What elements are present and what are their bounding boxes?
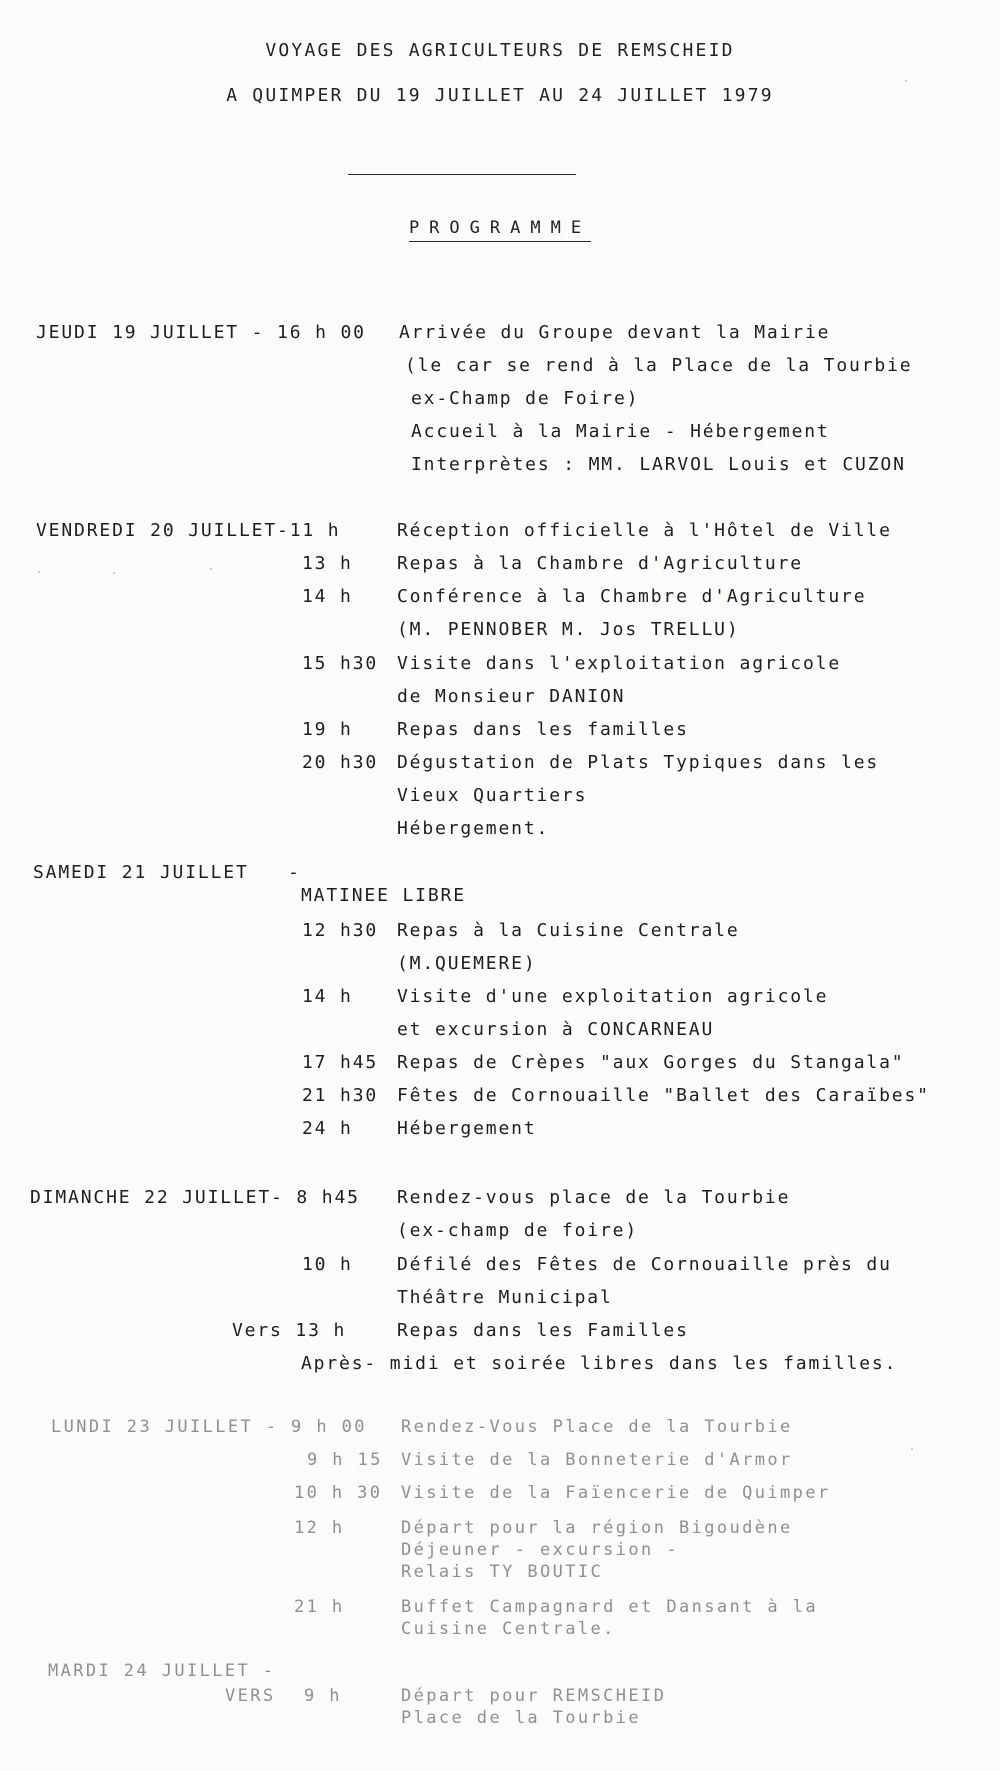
- event-line: Départ pour REMSCHEID: [401, 1686, 667, 1706]
- event-line: Théâtre Municipal: [397, 1287, 613, 1308]
- event-line: Visite de la Bonneterie d'Armor: [401, 1450, 793, 1470]
- paper-speck: [113, 572, 115, 574]
- paper-speck: [38, 571, 40, 573]
- event-time: 15 h30: [302, 653, 379, 674]
- event-time: 24 h: [302, 1118, 353, 1139]
- event-line: Cuisine Centrale.: [401, 1619, 616, 1639]
- event-time: 21 h: [294, 1597, 345, 1617]
- event-line: Repas à la Chambre d'Agriculture: [397, 553, 803, 574]
- programme-heading: PROGRAMME: [0, 218, 1000, 238]
- event-line: de Monsieur DANION: [397, 686, 626, 707]
- event-line: Conférence à la Chambre d'Agriculture: [397, 586, 867, 607]
- event-line: Départ pour la région Bigoudène: [401, 1518, 793, 1538]
- event-time: 13 h: [302, 553, 353, 574]
- paper-speck: [210, 568, 212, 570]
- event-line: Défilé des Fêtes de Cornouaille près du: [397, 1254, 892, 1275]
- event-line: Repas de Crèpes "aux Gorges du Stangala": [397, 1052, 905, 1073]
- event-time: 17 h45: [302, 1052, 379, 1073]
- divider: [348, 174, 576, 175]
- event-line: Rendez-vous place de la Tourbie: [397, 1187, 791, 1208]
- event-line: Réception officielle à l'Hôtel de Ville: [397, 520, 892, 541]
- day-label-lundi: LUNDI 23 JUILLET - 9 h 00: [51, 1417, 367, 1437]
- event-line: Hébergement.: [397, 818, 550, 839]
- event-line: Accueil à la Mairie - Hébergement: [411, 421, 830, 442]
- event-line: Visite d'une exploitation agricole: [397, 986, 829, 1007]
- event-line: Repas dans les familles: [397, 719, 689, 740]
- event-line: Rendez-Vous Place de la Tourbie: [401, 1417, 793, 1437]
- event-line: Interprètes : MM. LARVOL Louis et CUZON: [411, 454, 906, 475]
- event-time: 21 h30: [302, 1085, 379, 1106]
- event-line: (le car se rend à la Place de la Tourbie: [405, 355, 913, 376]
- day-label-samedi: SAMEDI 21 JUILLET: [33, 862, 249, 883]
- event-line: Repas à la Cuisine Centrale: [397, 920, 740, 941]
- afternoon-note: Après- midi et soirée libres dans les familles.: [301, 1353, 898, 1374]
- event-line: Visite de la Faïencerie de Quimper: [401, 1483, 831, 1503]
- title-line-2: A QUIMPER DU 19 JUILLET AU 24 JUILLET 1979: [226, 85, 774, 106]
- event-time: 19 h: [302, 719, 353, 740]
- event-line: Arrivée du Groupe devant la Mairie: [399, 322, 831, 343]
- vers-label: VERS: [225, 1686, 276, 1706]
- day-label-jeudi: JEUDI 19 JUILLET - 16 h 00: [36, 322, 366, 343]
- event-time: Vers 13 h: [232, 1320, 347, 1341]
- event-line: ex-Champ de Foire): [411, 388, 640, 409]
- free-morning: MATINEE LIBRE: [301, 885, 466, 906]
- event-line: Buffet Campagnard et Dansant à la: [401, 1597, 818, 1617]
- day-label-dimanche: DIMANCHE 22 JUILLET- 8 h45: [30, 1187, 360, 1208]
- paper-speck: [911, 1448, 913, 1450]
- paper-speck: [905, 80, 907, 82]
- day-label-vendredi: VENDREDI 20 JUILLET-11 h: [36, 520, 341, 541]
- day-label-mardi: MARDI 24 JUILLET -: [48, 1661, 276, 1681]
- event-line: Hébergement: [397, 1118, 537, 1139]
- title-line-1: VOYAGE DES AGRICULTEURS DE REMSCHEID: [265, 40, 735, 61]
- event-line: Relais TY BOUTIC: [401, 1562, 604, 1582]
- event-line: Vieux Quartiers: [397, 785, 588, 806]
- event-time: 9 h 15: [307, 1450, 383, 1470]
- event-line: (ex-champ de foire): [397, 1220, 639, 1241]
- event-time: 12 h30: [302, 920, 379, 941]
- event-time: 10 h 30: [294, 1483, 383, 1503]
- event-line: Visite dans l'exploitation agricole: [397, 653, 842, 674]
- event-line: Repas dans les Familles: [397, 1320, 689, 1341]
- event-line: Place de la Tourbie: [401, 1708, 642, 1728]
- event-time: 10 h: [302, 1254, 353, 1275]
- event-line: et excursion à CONCARNEAU: [397, 1019, 715, 1040]
- event-time: 20 h30: [302, 752, 379, 773]
- event-line: Fêtes de Cornouaille "Ballet des Caraïbes": [397, 1085, 930, 1106]
- event-time: 9 h: [304, 1686, 342, 1706]
- event-time: 12 h: [294, 1518, 345, 1538]
- event-time: 14 h: [302, 986, 353, 1007]
- event-line: Dégustation de Plats Typiques dans les: [397, 752, 880, 773]
- event-line: Déjeuner - excursion -: [401, 1540, 679, 1560]
- dash: -: [288, 862, 301, 883]
- event-line: (M.QUEMERE): [397, 953, 537, 974]
- event-line: (M. PENNOBER M. Jos TRELLU): [397, 619, 740, 640]
- event-time: 14 h: [302, 586, 353, 607]
